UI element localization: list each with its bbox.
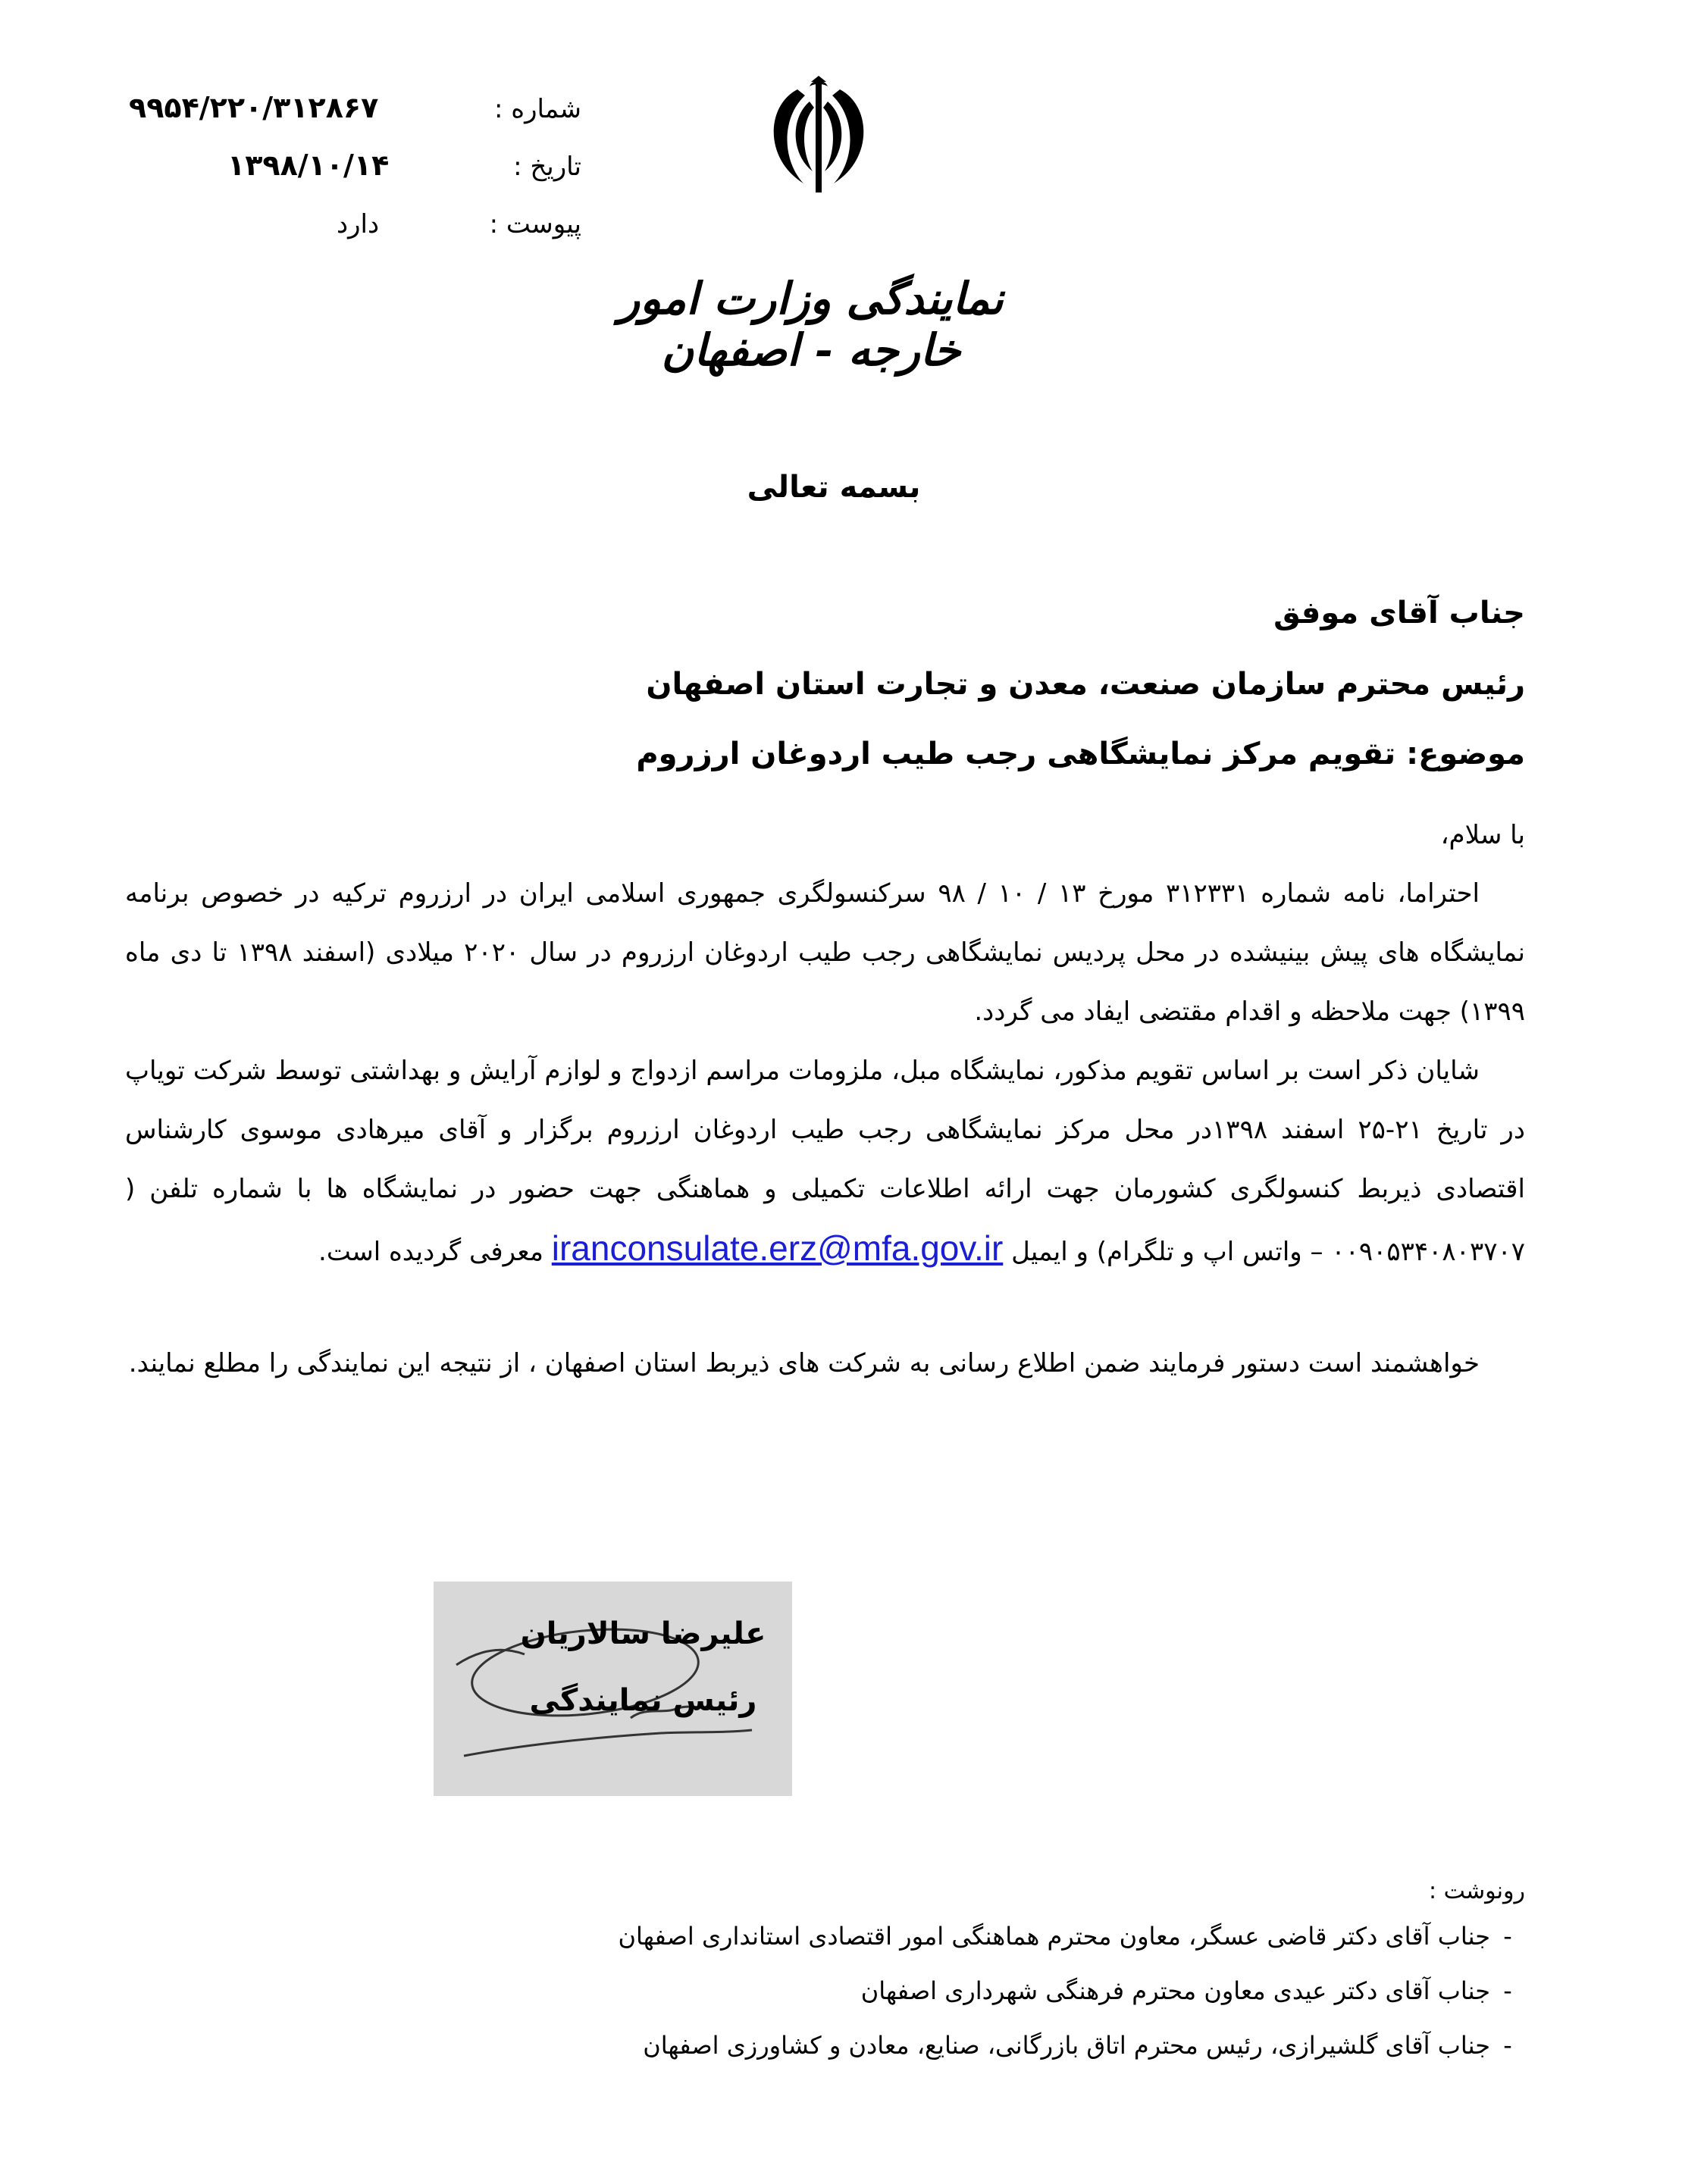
cc-bullet: - bbox=[1503, 2031, 1512, 2060]
cc-bullet: - bbox=[1503, 1922, 1512, 1951]
addressee-name: جناب آقای موفق bbox=[1273, 596, 1525, 630]
paragraph-2-ending: معرفی گردیده است. bbox=[318, 1237, 543, 1267]
cc-item-text: جناب آقای دکتر عیدی معاون محترم فرهنگی شهرداری اصفهان bbox=[860, 1976, 1490, 2005]
attachment-label: پیوست : bbox=[489, 209, 581, 239]
cc-bullet: - bbox=[1503, 1976, 1512, 2005]
letter-date: ۱۳۹۸/۱۰/۱۴ bbox=[227, 149, 390, 182]
cc-item-text: جناب آقای دکتر قاضی عسگر، معاون محترم هماهنگی امور اقتصادی استانداری اصفهان bbox=[618, 1922, 1490, 1951]
cc-label: رونوشت : bbox=[1428, 1878, 1525, 1904]
signatory-name: علیرضا سالاریان bbox=[520, 1616, 766, 1651]
signature-block bbox=[434, 1582, 792, 1796]
addressee-position: رئیس محترم سازمان صنعت، معدن و تجارت استان اصفهان bbox=[646, 667, 1525, 702]
body-paragraph-2 bbox=[125, 1041, 1525, 1281]
cc-item bbox=[619, 1922, 1525, 1951]
body-paragraph-1 bbox=[125, 864, 1525, 1041]
letter-subject: موضوع: تقویم مرکز نمایشگاهی رجب طیب اردوغان ارزروم bbox=[636, 737, 1525, 771]
organization-title: نمایندگی وزارت امور خارجه - اصفهان bbox=[619, 273, 1004, 376]
paragraph-1-text: احتراما، نامه شماره ۳۱۲۳۳۱ مورخ ۱۳ / ۱۰ / ۹۸ سرکنسولگری جمهوری اسلامی ایران در ارزروم ترکیه در خصوص برنامه نمایشگاه های پیش بینیشده در محل پردیس نمایشگاهی رجب طیب اردوغان ارزروم در سال ۲۰۲۰ میلادی (اسفند ۱۳۹۸ تا دی ماه ۱۳۹۹) جهت ملاحظه و اقدام مقتضی ایفاد می گردد. bbox=[125, 878, 1525, 1027]
cc-item bbox=[643, 2031, 1525, 2060]
signatory-title: رئیس نمایندگی bbox=[529, 1683, 757, 1718]
attachment-value: دارد bbox=[337, 209, 380, 239]
letter-number: ۹۹۵۴/۲۲۰/۳۱۲۸۶۷ bbox=[129, 91, 379, 124]
paragraph-3-text: خواهشمند است دستور فرمایند ضمن اطلاع رسانی به شرکت های ذیربط استان اصفهان ، از نتیجه این نمایندگی را مطلع نمایند. bbox=[128, 1348, 1480, 1378]
cc-item bbox=[861, 1976, 1525, 2005]
body-paragraph-3 bbox=[125, 1334, 1525, 1393]
date-label: تاریخ : bbox=[513, 152, 581, 182]
paragraph-2-text: شایان ذکر است بر اساس تقویم مذکور، نمایشگاه مبل، ملزومات مراسم ازدواج و لوازم آرایش و بهداشتی توسط شرکت تویاپ در تاریخ ۲۱-۲۵ اسفند ۱۳۹۸در محل مرکز نمایشگاهی رجب طیب اردوغان ارزروم برگزار و آقای میرهادی موسوی کارشناس اقتصادی ذیربط کنسولگری کشورمان جهت ارائه اطلاعات تکمیلی و هماهنگی جهت حضور در نمایشگاه ها با شماره تلفن ( ۰۰۹۰۵۳۴۰۸۰۳۷۰۷ – واتس اپ و تلگرام) و ایمیل bbox=[125, 1056, 1525, 1267]
heading-basmeh: بسمه تعالی bbox=[747, 470, 921, 505]
number-label: شماره : bbox=[494, 94, 581, 124]
iran-emblem-icon bbox=[750, 76, 887, 197]
greeting: با سلام، bbox=[1440, 820, 1525, 850]
cc-item-text: جناب آقای گلشیرازی، رئیس محترم اتاق بازرگانی، صنایع، معادن و کشاورزی اصفهان bbox=[643, 2031, 1490, 2060]
email-link[interactable]: iranconsulate.erz@mfa.gov.ir bbox=[551, 1228, 1004, 1268]
